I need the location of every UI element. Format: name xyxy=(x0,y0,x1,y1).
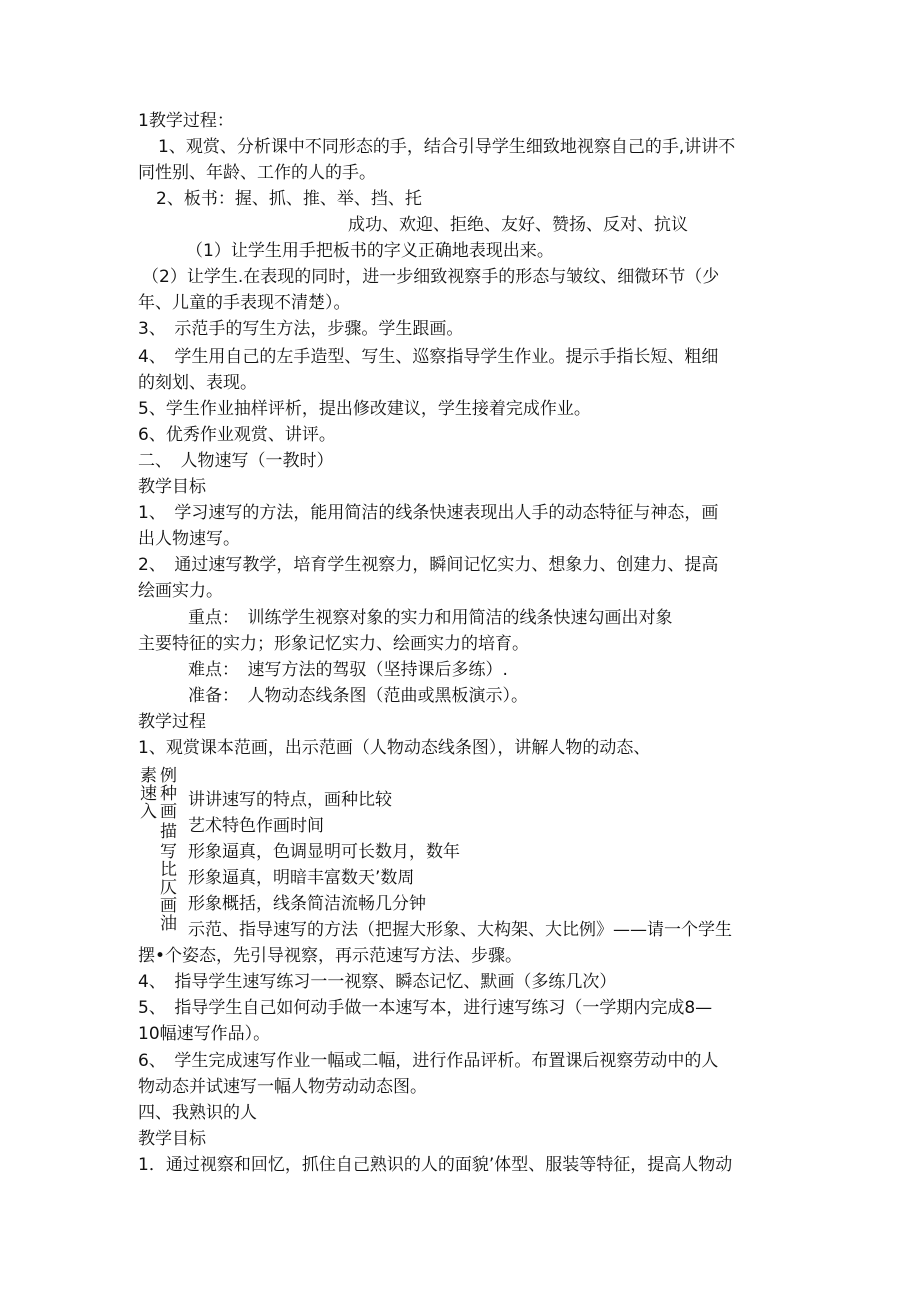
table-vertical-char: 比 xyxy=(160,860,177,880)
doc-line: 二、 人物速写（一教时） xyxy=(138,451,334,471)
doc-line: 形象概括，线条简洁流畅几分钟 xyxy=(188,894,426,914)
table-vertical-char: 种 xyxy=(160,784,177,804)
table-vertical-char: 画 xyxy=(160,896,177,916)
doc-line: 四、我熟识的人 xyxy=(138,1103,257,1123)
doc-line: 1、 学习速写的方法，能用简洁的线条快速表现出人手的动态特征与神态，画 xyxy=(138,503,719,523)
doc-line: 成功、欢迎、拒绝、友好、赞扬、反对、抗议 xyxy=(348,215,688,235)
doc-line: 物动态并试速写一幅人物劳动动态图。 xyxy=(138,1077,427,1097)
doc-line: 5、学生作业抽样评析，提出修改建议，学生接着完成作业。 xyxy=(138,399,591,419)
doc-line: 形象逼真，色调显明可长数月，数年 xyxy=(188,842,460,862)
doc-line: 难点： 速写方法的驾驭（坚持课后多练）. xyxy=(188,660,508,680)
doc-line: 教学目标 xyxy=(138,1129,206,1149)
doc-line: 1、观赏课本范画，出示范画（人物动态线条图），讲解人物的动态、 xyxy=(138,738,651,758)
doc-line: 年、儿童的手表现不清楚）。 xyxy=(138,293,351,313)
doc-line: 同性别、年龄、工作的人的手。 xyxy=(138,163,376,183)
table-vertical-char: 写 xyxy=(160,842,177,862)
doc-line: 绘画实力。 xyxy=(138,581,223,601)
doc-line: 示范、指导速写的方法（把握大形象、大构架、大比例》——请一个学生 xyxy=(188,920,732,940)
doc-line: 出人物速写。 xyxy=(138,529,240,549)
doc-line: 6、 学生完成速写作业一幅或二幅，进行作品评析。布置课后视察劳动中的人 xyxy=(138,1051,719,1071)
doc-line: 形象逼真，明暗丰富数天’数周 xyxy=(188,868,415,888)
doc-line: 教学过程 xyxy=(138,712,206,732)
doc-line: 4、 学生用自己的左手造型、写生、巡察指导学生作业。提示手指长短、粗细 xyxy=(138,347,719,367)
table-vertical-char: 仄 xyxy=(160,878,177,898)
table-vertical-char: 素 xyxy=(140,766,157,786)
doc-line: 主要特征的实力；形象记忆实力、绘画实力的培育。 xyxy=(138,634,529,654)
table-vertical-char: 例 xyxy=(160,766,177,786)
table-vertical-char: 速 xyxy=(140,784,157,804)
table-vertical-char: 入 xyxy=(140,802,157,822)
doc-line: （2）让学生.在表现的同时，进一步细致视察手的形态与皱纹、细微环节（少 xyxy=(142,267,720,287)
doc-line: 6、优秀作业观赏、讲评。 xyxy=(138,425,336,445)
doc-line: 讲讲速写的特点，画种比较 xyxy=(188,790,392,810)
table-vertical-char: 描 xyxy=(160,822,177,842)
doc-line: 4、 指导学生速写练习一一视察、瞬态记忆、默画（多练几次） xyxy=(138,972,617,992)
table-vertical-char: 油 xyxy=(160,914,177,934)
doc-line: 艺术特色作画时间 xyxy=(188,816,324,836)
doc-line: 2、板书：握、抓、推、举、挡、托 xyxy=(156,189,422,209)
doc-line: 重点： 训练学生视察对象的实力和用简洁的线条快速勾画出对象 xyxy=(188,608,673,628)
doc-line: 的刻划、表现。 xyxy=(138,373,257,393)
doc-line: 5、 指导学生自己如何动手做一本速写本，进行速写练习（一学期内完成8— xyxy=(138,998,713,1018)
doc-line: 2、 通过速写教学，培育学生视察力，瞬间记忆实力、想象力、创建力、提高 xyxy=(138,555,719,575)
table-vertical-char: 画 xyxy=(160,802,177,822)
doc-line: 1教学过程： xyxy=(138,111,234,131)
doc-line: 1、观赏、分析课中不同形态的手，结合引导学生细致地视察自己的手,讲讲不 xyxy=(158,137,736,157)
doc-line: 教学目标 xyxy=(138,477,206,497)
doc-line: （1）让学生用手把板书的字义正确地表现出来。 xyxy=(186,241,554,261)
doc-line: 10幅速写作品）。 xyxy=(138,1024,271,1044)
doc-line: 摆•个姿态，先引导视察，再示范速写方法、步骤。 xyxy=(138,946,523,966)
doc-line: 准备： 人物动态线条图（范曲或黑板演示）。 xyxy=(188,686,528,706)
doc-line: 1．通过视察和回忆，抓住自己熟识的人的面貌’体型、服装等特征，提高人物动 xyxy=(138,1155,733,1175)
doc-line: 3、 示范手的写生方法，步骤。学生跟画。 xyxy=(138,319,464,339)
